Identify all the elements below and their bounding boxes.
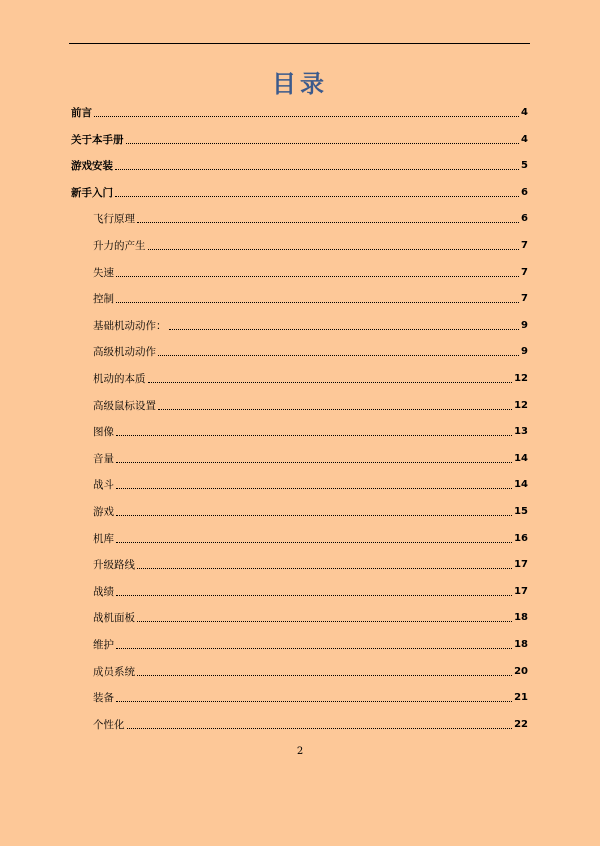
page-number: 2 — [296, 746, 304, 757]
toc-dot-leader — [116, 435, 512, 436]
toc-dot-leader — [137, 621, 512, 622]
toc-entry-page: 4 — [521, 133, 528, 145]
toc-entry[interactable] — [93, 663, 528, 679]
toc-dot-leader — [137, 568, 512, 569]
toc-dot-leader — [169, 329, 520, 330]
toc-entry-label: 新手入门 — [71, 186, 113, 199]
toc-entry-label: 前言 — [71, 107, 92, 119]
toc-dot-leader — [127, 728, 513, 729]
toc-entry[interactable] — [93, 317, 528, 333]
toc-entry-page: 6 — [521, 213, 528, 225]
toc-entry-page: 17 — [514, 585, 528, 597]
toc-entry[interactable] — [93, 237, 528, 253]
toc-entry-label: 机库 — [93, 532, 114, 545]
toc-entry-label: 维护 — [93, 639, 114, 651]
toc-entry-label: 关于本手册 — [71, 133, 124, 146]
toc-entry[interactable] — [93, 716, 528, 732]
toc-entry-page: 5 — [521, 160, 528, 172]
toc-entry[interactable] — [93, 503, 528, 519]
toc-dot-leader — [158, 409, 512, 410]
toc-entry-page: 17 — [514, 559, 528, 571]
toc-entry[interactable] — [93, 397, 528, 413]
toc-entry-page: 13 — [514, 426, 528, 438]
toc-entry-label: 游戏 — [93, 506, 114, 518]
toc-entry-label: 飞行原理 — [93, 213, 135, 226]
toc-dot-leader — [137, 222, 519, 223]
toc-dot-leader — [116, 515, 512, 516]
toc-entry-page: 9 — [521, 319, 528, 331]
toc-dot-leader — [158, 355, 519, 356]
toc-entry-label: 成员系统 — [93, 665, 135, 678]
toc-dot-leader — [116, 302, 519, 303]
toc-entry[interactable] — [93, 636, 528, 652]
toc-entry-page: 22 — [514, 718, 528, 730]
toc-entry[interactable] — [93, 476, 528, 492]
toc-dot-leader — [126, 143, 520, 144]
toc-entry-page: 20 — [514, 665, 528, 677]
toc-entry-label: 机动的本质 — [93, 373, 146, 385]
toc-dot-leader — [116, 462, 512, 463]
toc-entry-label: 基础机动动作： — [93, 319, 167, 332]
toc-dot-leader — [148, 382, 513, 383]
toc-entry-page: 9 — [521, 346, 528, 358]
toc-entry-page: 7 — [521, 240, 528, 251]
toc-entry-label: 高级机动动作 — [93, 346, 156, 359]
toc-dot-leader — [116, 648, 512, 649]
toc-entry[interactable] — [93, 210, 528, 226]
toc-entry[interactable] — [93, 290, 528, 306]
toc-entry-label: 装备 — [93, 692, 114, 705]
toc-dot-leader — [116, 276, 519, 277]
toc-entry-page: 15 — [514, 506, 528, 517]
toc-dot-leader — [94, 116, 519, 117]
toc-entry[interactable] — [93, 370, 528, 386]
toc-entry-label: 游戏安装 — [71, 160, 113, 173]
toc-entry[interactable] — [93, 556, 528, 572]
toc-entry-label: 战机面板 — [93, 612, 135, 625]
toc-dot-leader — [115, 196, 519, 197]
toc-entry-page: 16 — [514, 532, 528, 544]
toc-entry[interactable] — [71, 104, 528, 120]
toc-entry[interactable] — [93, 609, 528, 625]
toc-entry-label: 图像 — [93, 426, 114, 439]
toc-entry-page: 14 — [514, 479, 528, 491]
page-title: 目录 — [272, 70, 328, 98]
toc-entry-page: 14 — [514, 452, 528, 464]
toc-entry[interactable] — [93, 264, 528, 280]
toc-dot-leader — [116, 701, 512, 702]
header-rule — [69, 43, 530, 44]
toc-dot-leader — [116, 542, 512, 543]
toc-entry-label: 音量 — [93, 452, 114, 465]
toc-entry-page: 12 — [514, 399, 528, 411]
toc-entry[interactable] — [93, 450, 528, 466]
toc-entry-label: 战斗 — [93, 479, 114, 492]
toc-entry-page: 6 — [521, 186, 528, 198]
toc-entry[interactable] — [93, 689, 528, 705]
toc-entry-label: 战绩 — [93, 585, 114, 598]
toc-dot-leader — [115, 169, 519, 170]
toc-dot-leader — [137, 675, 512, 676]
toc-dot-leader — [148, 249, 520, 250]
toc-entry-label: 升级路线 — [93, 559, 135, 572]
toc-entry-page: 18 — [514, 639, 528, 650]
toc-entry-label: 高级鼠标设置 — [93, 399, 156, 412]
toc-entry-label: 失速 — [93, 266, 114, 279]
toc-entry-page: 21 — [514, 692, 528, 704]
toc-entry[interactable] — [93, 343, 528, 359]
toc-entry-label: 个性化 — [93, 718, 125, 731]
toc-dot-leader — [116, 488, 512, 489]
toc-entry-page: 12 — [514, 373, 528, 384]
toc-entry-label: 控制 — [93, 293, 114, 306]
toc-entry-label: 升力的产生 — [93, 240, 146, 252]
toc-entry-page: 4 — [521, 107, 528, 118]
toc-entry[interactable] — [71, 157, 528, 173]
toc-entry[interactable] — [93, 423, 528, 439]
toc-entry[interactable] — [93, 583, 528, 599]
toc-entry[interactable] — [93, 530, 528, 546]
toc-entry-page: 7 — [521, 266, 528, 278]
toc-entry-page: 7 — [521, 293, 528, 305]
toc-dot-leader — [116, 595, 512, 596]
toc-entry[interactable] — [71, 184, 528, 200]
toc-entry-page: 18 — [514, 612, 528, 624]
toc-entry[interactable] — [71, 131, 528, 147]
